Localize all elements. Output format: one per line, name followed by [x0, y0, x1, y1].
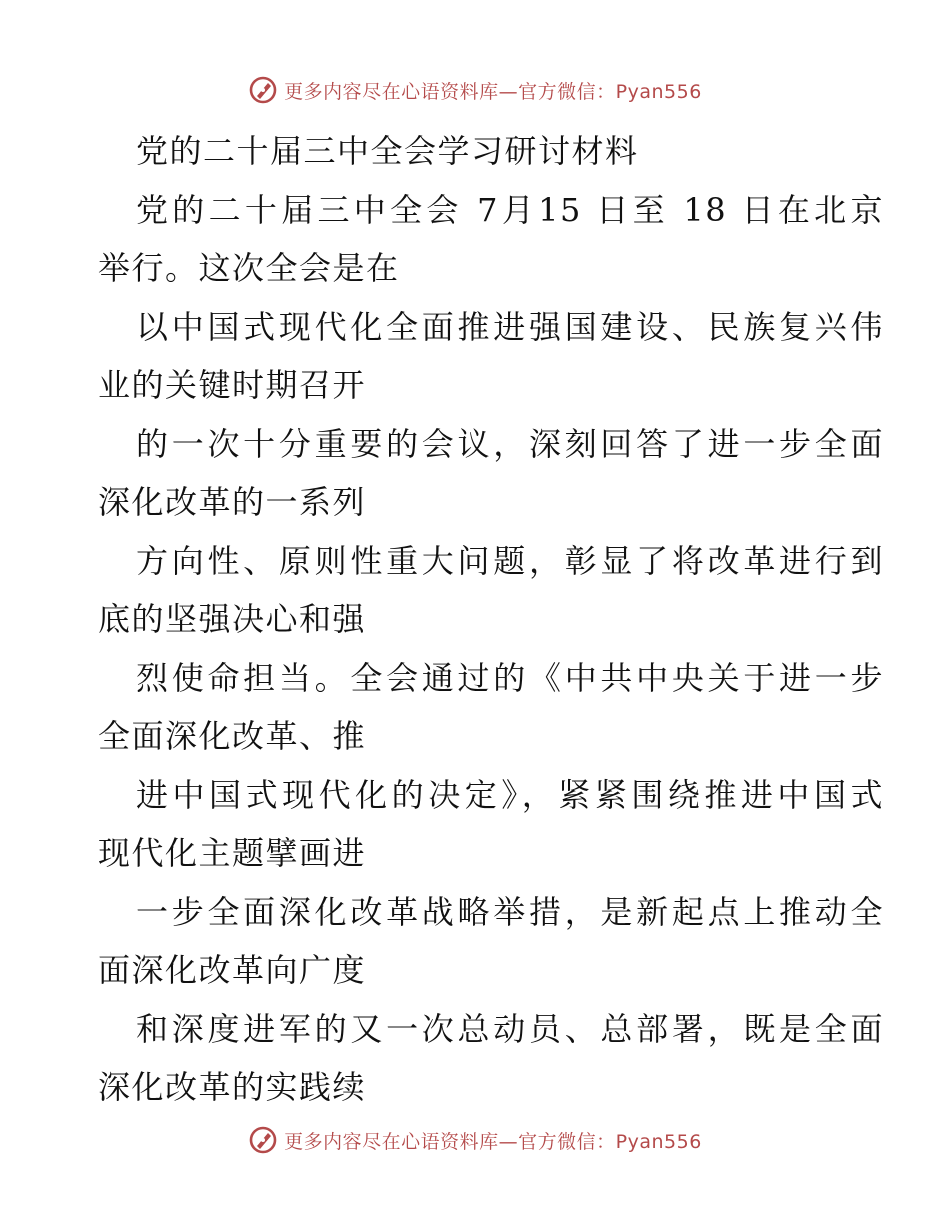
paragraph-line: 底的坚强决心和强	[98, 600, 367, 638]
pen-nib-circle-icon	[248, 1125, 278, 1155]
header-watermark	[0, 70, 950, 110]
paragraph-line: 和深度进军的又一次总动员、总部署，既是全面	[136, 1009, 884, 1048]
paragraph-line: 进中国式现代化的决定》，紧紧围绕推进中国式	[136, 775, 884, 814]
paragraph-line: 方向性、原则性重大问题，彰显了将改革进行到	[136, 541, 884, 580]
footer-watermark	[0, 1120, 950, 1160]
paragraph-line: 业的关键时期召开	[98, 366, 367, 404]
document-body	[98, 122, 884, 1117]
paragraph-line: 一步全面深化改革战略举措，是新起点上推动全	[136, 892, 884, 931]
paragraph-line: 深化改革的一系列	[98, 483, 367, 521]
watermark-text: 更多内容尽在心语资料库—官方微信：Pyan556	[284, 80, 702, 103]
paragraph-line: 面深化改革向广度	[98, 951, 367, 989]
watermark-text: 更多内容尽在心语资料库—官方微信：Pyan556	[284, 1130, 702, 1153]
paragraph-line: 烈使命担当。全会通过的《中共中央关于进一步	[136, 658, 884, 697]
paragraph-line: 深化改革的实践续	[98, 1068, 367, 1106]
paragraph-line: 的一次十分重要的会议，深刻回答了进一步全面	[136, 424, 884, 463]
pen-nib-circle-icon	[248, 75, 278, 105]
paragraph-line: 现代化主题擘画进	[98, 834, 367, 872]
paragraph-line: 全面深化改革、推	[98, 717, 367, 755]
paragraph-line: 以中国式现代化全面推进强国建设、民族复兴伟	[136, 307, 884, 346]
document-title: 党的二十届三中全会学习研讨材料	[136, 132, 639, 170]
paragraph-line: 举行。这次全会是在	[98, 249, 400, 287]
paragraph-line: 党的二十届三中全会 7月15 日至 18 日在北京	[136, 190, 884, 229]
